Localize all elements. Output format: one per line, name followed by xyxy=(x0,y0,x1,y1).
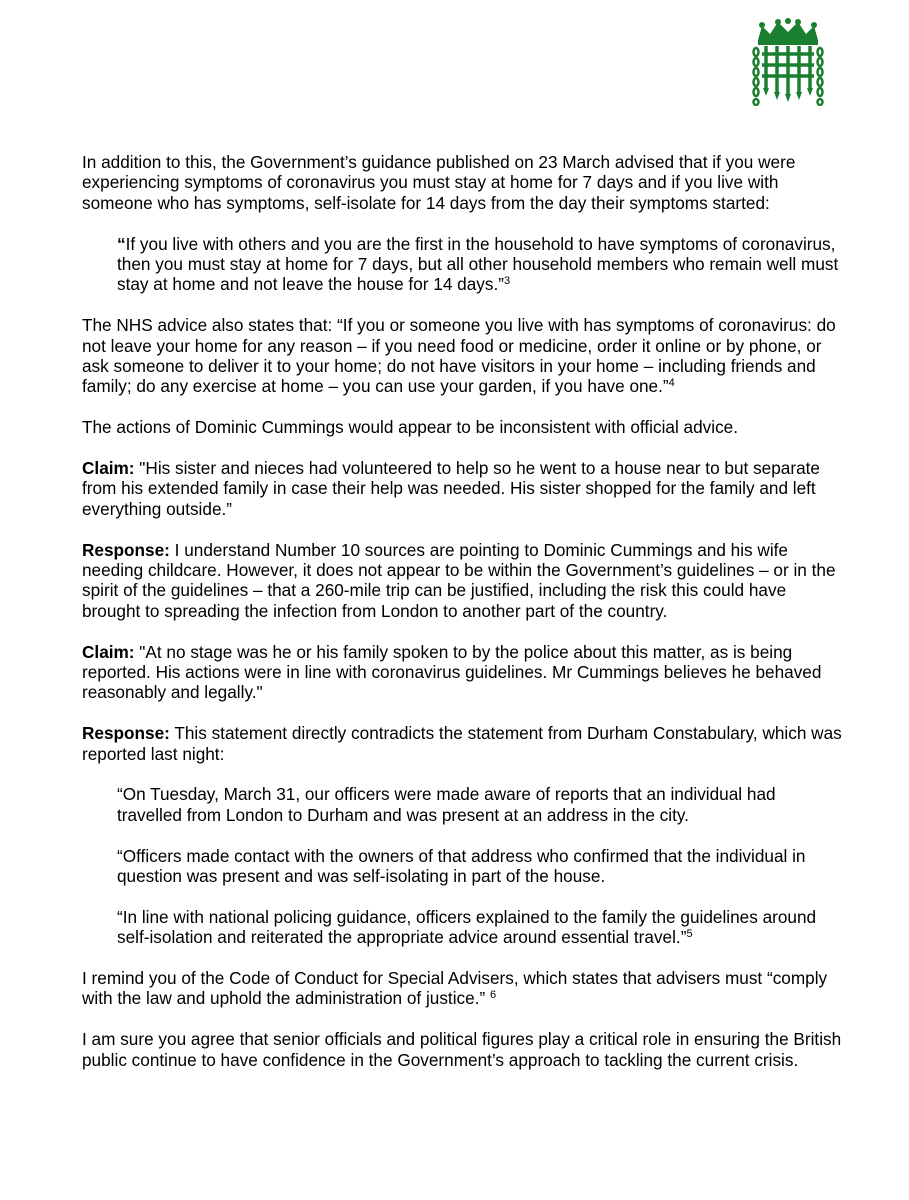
response-label: Response: xyxy=(82,723,170,744)
claim-text: "At no stage was he or his family spoken to by the police about this matter, as is being reported. His actions were in line with coronavirus guidelines. Mr Cummings believes he behaved reasonably and legally." xyxy=(82,641,822,703)
paragraph-guidance: In addition to this, the Government’s guidance published on 23 March advised that if you were experiencing symptoms of coronavirus you must stay at home for 7 days and if you live with someone who has symptoms, self-isolate for 14 days from the day their symptoms started: xyxy=(82,152,796,213)
quote-durham-2: “Officers made contact with the owners of that address who confirmed that the individual in question was present and was self-isolating in part of the house. xyxy=(117,845,806,887)
claim-label: Claim: xyxy=(82,641,135,662)
quote-durham-1: “On Tuesday, March 31, our officers were made aware of reports that an individual had travelled from London to Durham and was present at an address in the city. xyxy=(117,784,776,825)
claim-2 xyxy=(82,642,842,703)
paragraph-nhs-advice xyxy=(82,315,842,397)
claim-1 xyxy=(82,458,842,519)
claim-text: "His sister and nieces had volunteered to help so he went to a house near to but separate from his extended family in case their help was needed. His sister shopped for the family and left everything outside.” xyxy=(82,458,820,519)
letter-body xyxy=(82,152,842,1070)
quote-text: “In line with national policing guidance, officers explained to the family the guidelines around self-isolation and reiterated the appropriate advice around essential travel.” xyxy=(117,906,817,948)
response-1 xyxy=(82,540,842,622)
paragraph-text: The NHS advice also states that: “If you or someone you live with has symptoms of coronavirus: do not leave your home for any reason – if you need food or medicine, order it online or by phone, or ask someone to deliver it to your home; do not have visitors in your home – including friends and family; do any exercise at home – you can use your garden, if you have one.” xyxy=(82,315,836,397)
paragraph-code-of-conduct xyxy=(82,968,842,1009)
response-label: Response: xyxy=(82,539,170,560)
response-2 xyxy=(82,723,842,764)
paragraph-closing: I am sure you agree that senior officials and political figures play a critical role in ensuring the British public continue to have confidence in the Government’s approach to tackling the current crisis. xyxy=(82,1029,842,1070)
paragraph-text: I remind you of the Code of Conduct for Special Advisers, which states that advisers must “comply with the law and uphold the administration of justice.” xyxy=(82,968,828,1009)
paragraph-inconsistent: The actions of Dominic Cummings would appear to be inconsistent with official advice. xyxy=(82,417,738,438)
response-text: I understand Number 10 sources are pointing to Dominic Cummings and his wife needing childcare. However, it does not appear to be within the Government’s guidelines – or in the spirit of the guidelines – that a 260-mile trip can be justified, including the risk this could have brought to spreading the infection from London to another part of the country. xyxy=(82,539,836,621)
footnote-ref: 4 xyxy=(668,377,675,390)
response-text: This statement directly contradicts the statement from Durham Constabulary, which was reported last night: xyxy=(82,723,842,764)
quote-durham-3 xyxy=(117,907,842,948)
footnote-ref: 6 xyxy=(489,989,497,1002)
quote-text: If you live with others and you are the first in the household to have symptoms of coronavirus, then you must stay at home for 7 days, but all other household members who remain well must stay at home and not leave the house for 14 days.” xyxy=(117,233,839,295)
portcullis-crest-icon xyxy=(752,18,824,106)
claim-label: Claim: xyxy=(82,458,135,479)
footnote-ref: 3 xyxy=(503,275,511,288)
quote-open-mark: “ xyxy=(117,233,126,254)
footnote-ref: 5 xyxy=(686,928,693,941)
quote-government-guidance xyxy=(117,234,842,295)
